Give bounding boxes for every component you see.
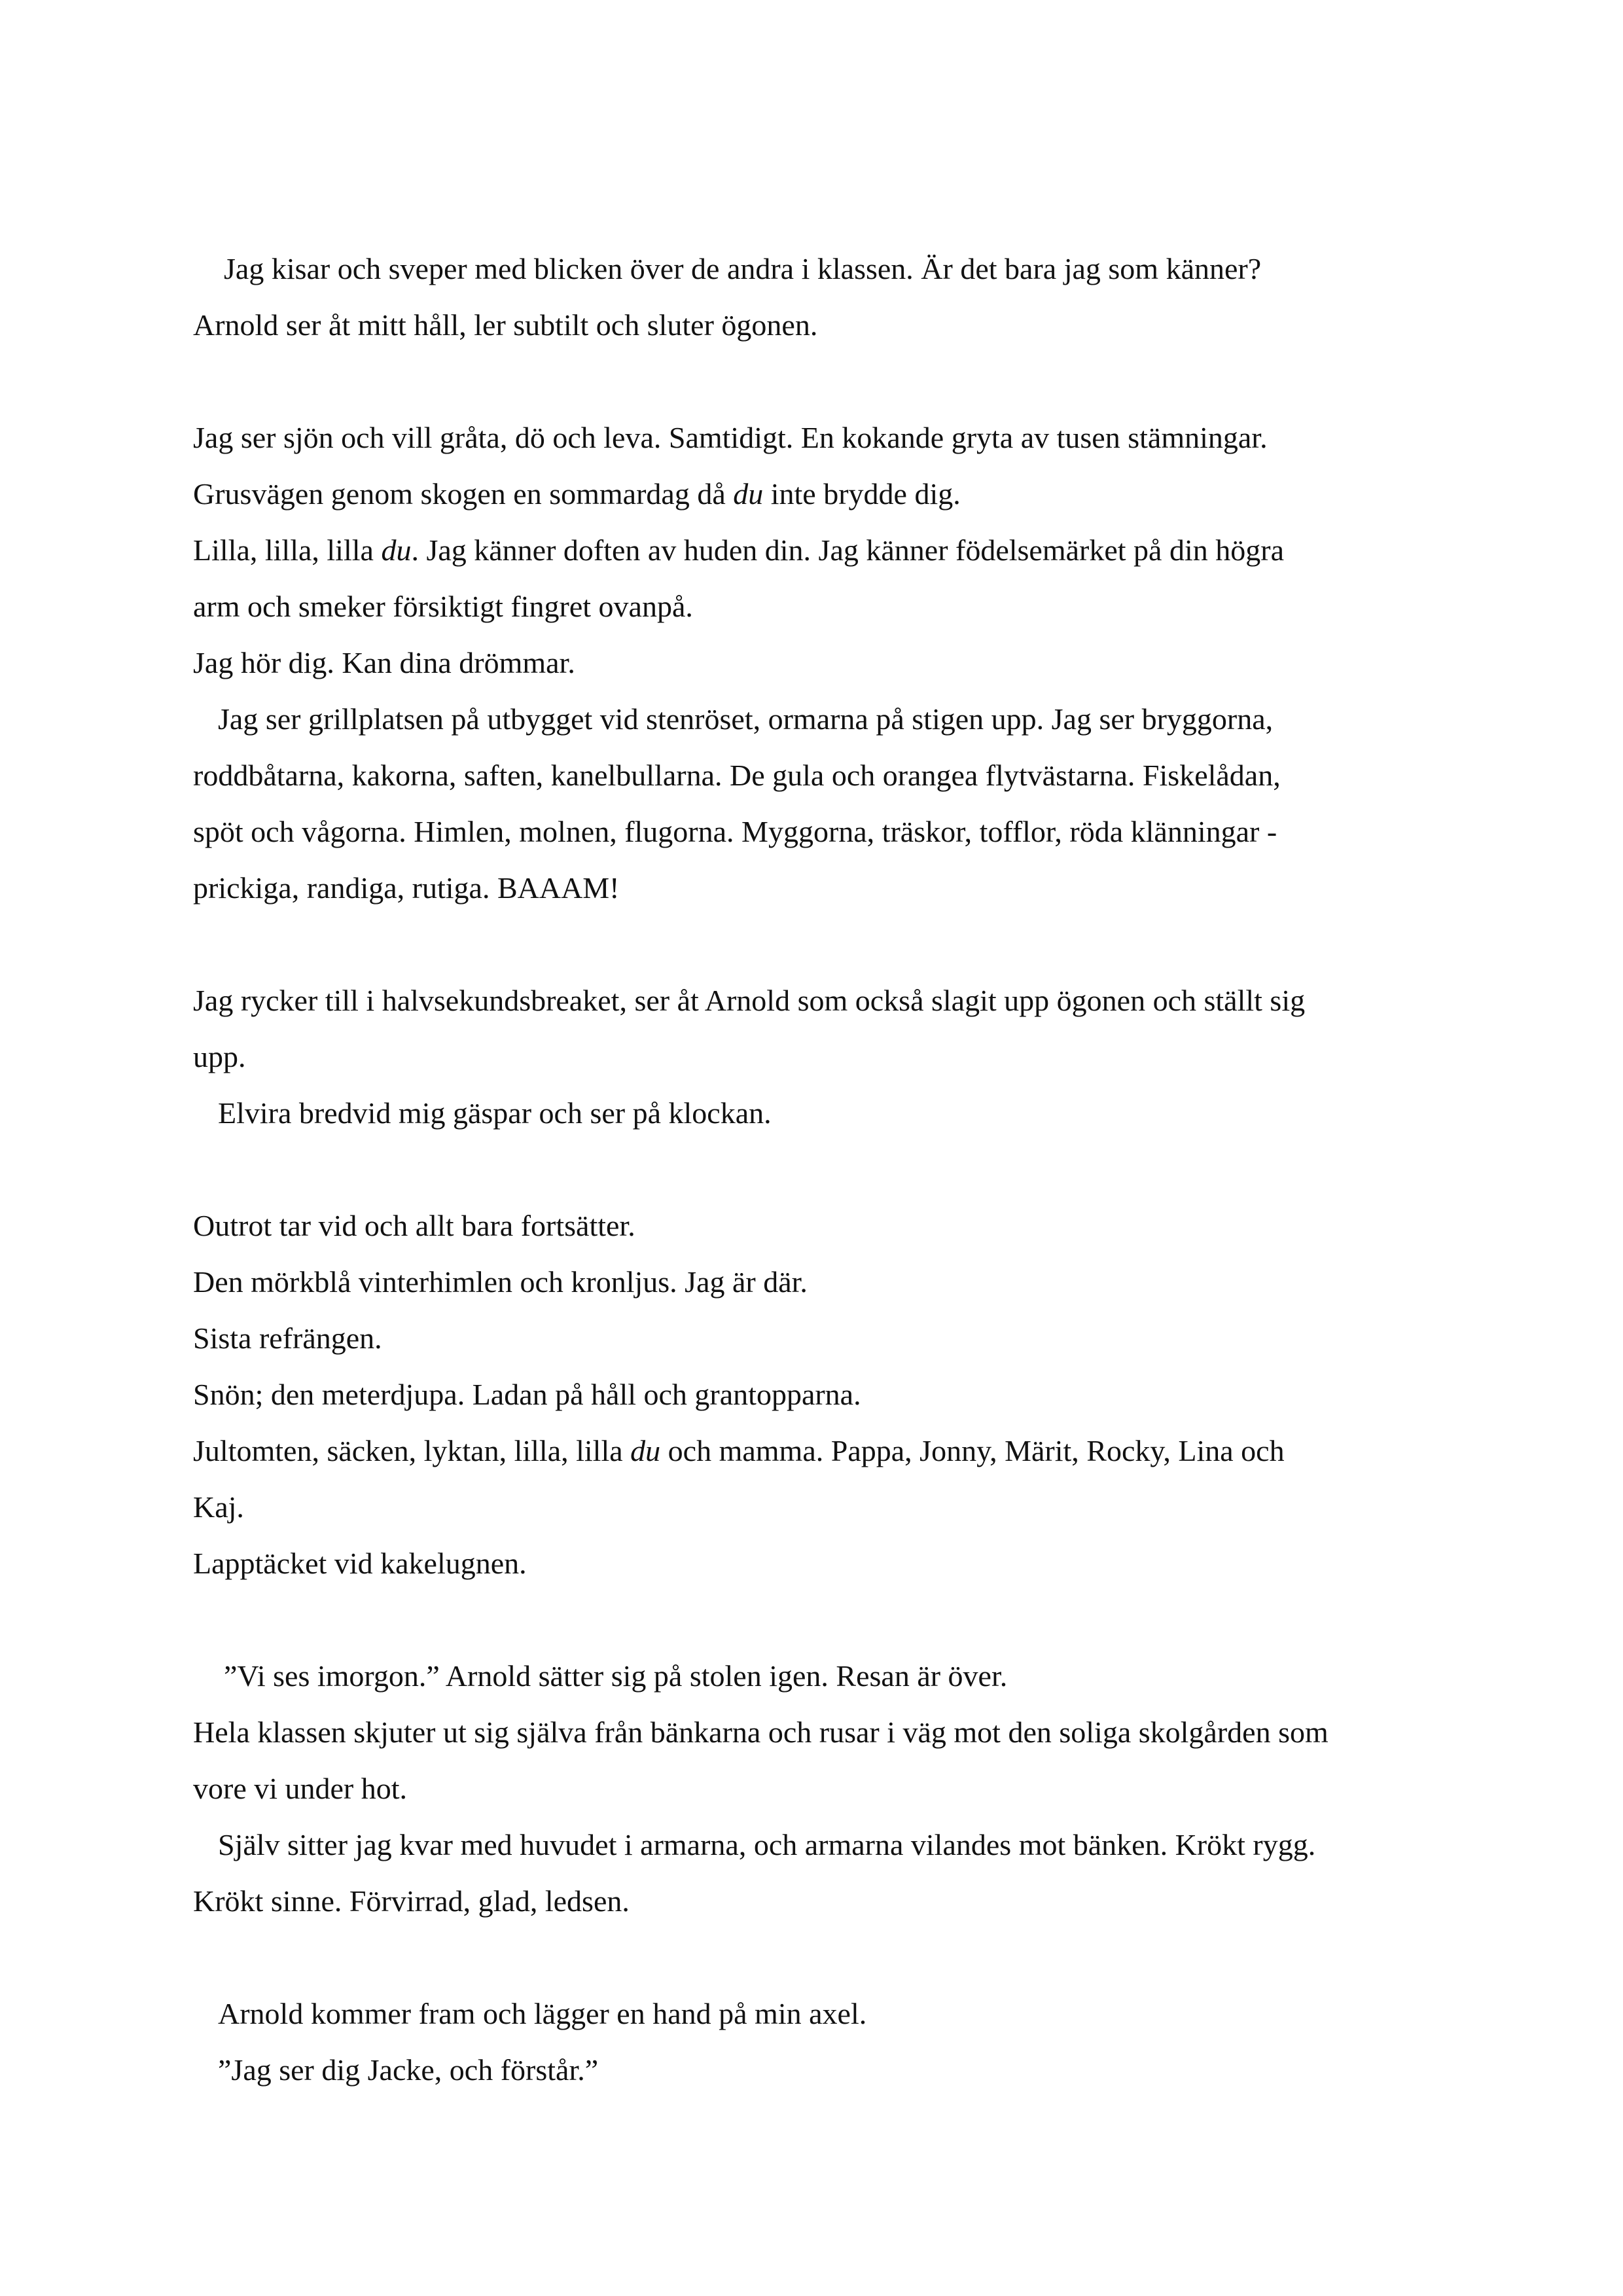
- text-line: arm och smeker försiktigt fingret ovanpå.: [193, 590, 693, 623]
- text-line: vore vi under hot.: [193, 1772, 408, 1805]
- text-line: Outrot tar vid och allt bara fortsätter.: [193, 1209, 635, 1242]
- body-text: [193, 241, 1459, 2098]
- text-line: upp.: [193, 1040, 246, 1073]
- text-line: roddbåtarna, kakorna, saften, kanelbullarna. De gula och orangea flytvästarna. Fiskelådan,: [193, 759, 1281, 792]
- paragraph-gap: [193, 916, 1459, 973]
- text-line: ”Jag ser dig Jacke, och förstår.”: [218, 2053, 599, 2087]
- text-line: Jag kisar och sveper med blicken över de andra i klassen. Är det bara jag som känner?: [224, 252, 1262, 285]
- text-line: Jag ser grillplatsen på utbygget vid stenröset, ormarna på stigen upp. Jag ser bryggorna,: [218, 702, 1274, 736]
- text-line: [193, 522, 1459, 579]
- text-line: Arnold ser åt mitt håll, ler subtilt och sluter ögonen.: [193, 308, 818, 342]
- text-line: prickiga, randiga, rutiga. BAAAM!: [193, 871, 620, 905]
- text-line: Sista refrängen.: [193, 1321, 382, 1355]
- text-run: och mamma. Pappa, Jonny, Märit, Rocky, Lina och: [660, 1434, 1285, 1467]
- text-run: Jultomten, säcken, lyktan, lilla, lilla: [193, 1434, 631, 1467]
- text-line: Elvira bredvid mig gäspar och ser på klockan.: [218, 1096, 772, 1130]
- text-line: Den mörkblå vinterhimlen och kronljus. Jag är där.: [193, 1265, 808, 1299]
- text-line: ”Vi ses imorgon.” Arnold sätter sig på stolen igen. Resan är över.: [224, 1659, 1008, 1693]
- text-line: [193, 466, 1459, 522]
- text-line: Själv sitter jag kvar med huvudet i armarna, och armarna vilandes mot bänken. Krökt rygg.: [218, 1828, 1316, 1861]
- paragraph-gap: [193, 353, 1459, 410]
- paragraph-gap: [193, 1592, 1459, 1648]
- text-line: Krökt sinne. Förvirrad, glad, ledsen.: [193, 1884, 630, 1918]
- text-line: Kaj.: [193, 1490, 244, 1524]
- italic-word: du: [733, 477, 764, 511]
- text-line: Jag rycker till i halvsekundsbreaket, ser åt Arnold som också slagit upp ögonen och ställt sig: [193, 984, 1306, 1017]
- text-run: . Jag känner doften av huden din. Jag känner födelsemärket på din högra: [411, 533, 1284, 567]
- text-run: inte brydde dig.: [763, 477, 961, 511]
- text-line: Arnold kommer fram och lägger en hand på min axel.: [218, 1997, 867, 2030]
- text-line: [193, 1423, 1459, 1479]
- italic-word: du: [381, 533, 412, 567]
- text-line: Jag ser sjön och vill gråta, dö och leva. Samtidigt. En kokande gryta av tusen stämningar.: [193, 421, 1268, 454]
- paragraph-gap: [193, 1141, 1459, 1198]
- text-line: Snön; den meterdjupa. Ladan på håll och grantopparna.: [193, 1378, 861, 1411]
- italic-word: du: [630, 1434, 661, 1467]
- text-line: Jag hör dig. Kan dina drömmar.: [193, 646, 575, 679]
- text-run: Grusvägen genom skogen en sommardag då: [193, 477, 734, 511]
- text-line: spöt och vågorna. Himlen, molnen, flugorna. Myggorna, träskor, tofflor, röda klänningar -: [193, 815, 1277, 848]
- text-line: Lapptäcket vid kakelugnen.: [193, 1547, 527, 1580]
- paragraph-gap: [193, 1929, 1459, 1986]
- text-line: Hela klassen skjuter ut sig själva från bänkarna och rusar i väg mot den soliga skolgården som: [193, 1715, 1329, 1749]
- text-run: Lilla, lilla, lilla: [193, 533, 382, 567]
